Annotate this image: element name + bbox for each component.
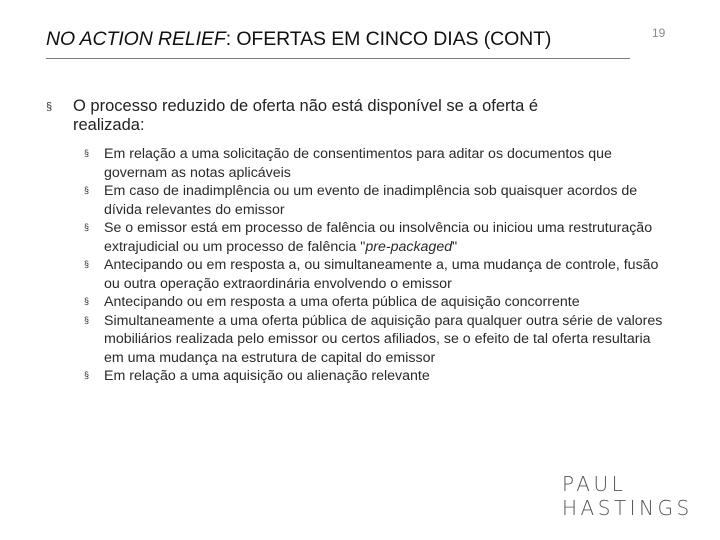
- list-item: [84, 293, 664, 312]
- prepackaged-term: pre-packaged: [365, 238, 453, 255]
- list-item: [84, 256, 664, 293]
- sub-bullet-list: [84, 145, 664, 386]
- title-divider: [46, 58, 630, 59]
- list-item-text: Em relação a uma aquisição ou alienação relevante: [104, 368, 430, 384]
- list-item-text: [104, 219, 664, 256]
- list-item-text: Antecipando ou em resposta a, ou simultaneamente a, uma mudança de controle, fusão ou outra operação extraordinária envolvendo o emissor: [104, 257, 659, 292]
- list-item: [84, 219, 664, 256]
- slide-title-italic: NO ACTION RELIEF: [46, 28, 226, 50]
- list-item: [84, 312, 664, 368]
- list-item-text: Antecipando ou em resposta a uma oferta pública de aquisição concorrente: [104, 294, 580, 310]
- list-item-text: Em relação a uma solicitação de consentimentos para aditar os documentos que governam as notas aplicáveis: [104, 146, 612, 181]
- list-item: [84, 145, 664, 182]
- logo-line-2: HASTINGS: [562, 496, 693, 520]
- logo-line-1: PAUL: [562, 472, 627, 496]
- bullet-icon: §: [84, 296, 90, 306]
- bullet-icon: §: [84, 370, 90, 380]
- slide-title-rest: : OFERTAS EM CINCO DIAS (CONT): [225, 28, 552, 50]
- bullet-icon: §: [46, 101, 53, 113]
- list-item-text: Em caso de inadimplência ou um evento de inadimplência sob quaisquer acordos de dívida relevantes do emissor: [104, 183, 638, 218]
- bullet-icon: §: [84, 148, 90, 158]
- paul-hastings-logo: [562, 472, 693, 520]
- list-item-text-tail: ": [452, 238, 458, 255]
- list-item-text: Simultaneamente a uma oferta pública de aquisição para qualquer outra série de valores mobiliários realizada pelo emissor ou certos afiliados, se o efeito de tal oferta resultaria em uma mudança na estrutura de capital do emissor: [104, 312, 663, 366]
- list-item: [84, 367, 664, 386]
- bullet-icon: §: [84, 314, 90, 325]
- slide-title: [46, 28, 646, 51]
- page-number: 19: [652, 26, 666, 40]
- list-item: [84, 182, 664, 219]
- main-bullet: [46, 97, 606, 135]
- main-bullet-text: O processo reduzido de oferta não está disponível se a oferta é realizada:: [73, 97, 539, 134]
- bullet-icon: §: [84, 185, 90, 195]
- bullet-icon: §: [84, 259, 90, 269]
- bullet-icon: §: [84, 222, 90, 232]
- list-item-text-main: Se o emissor está em processo de falência ou insolvência ou iniciou uma restruturação extrajudicial ou um processo de falência ": [104, 220, 653, 255]
